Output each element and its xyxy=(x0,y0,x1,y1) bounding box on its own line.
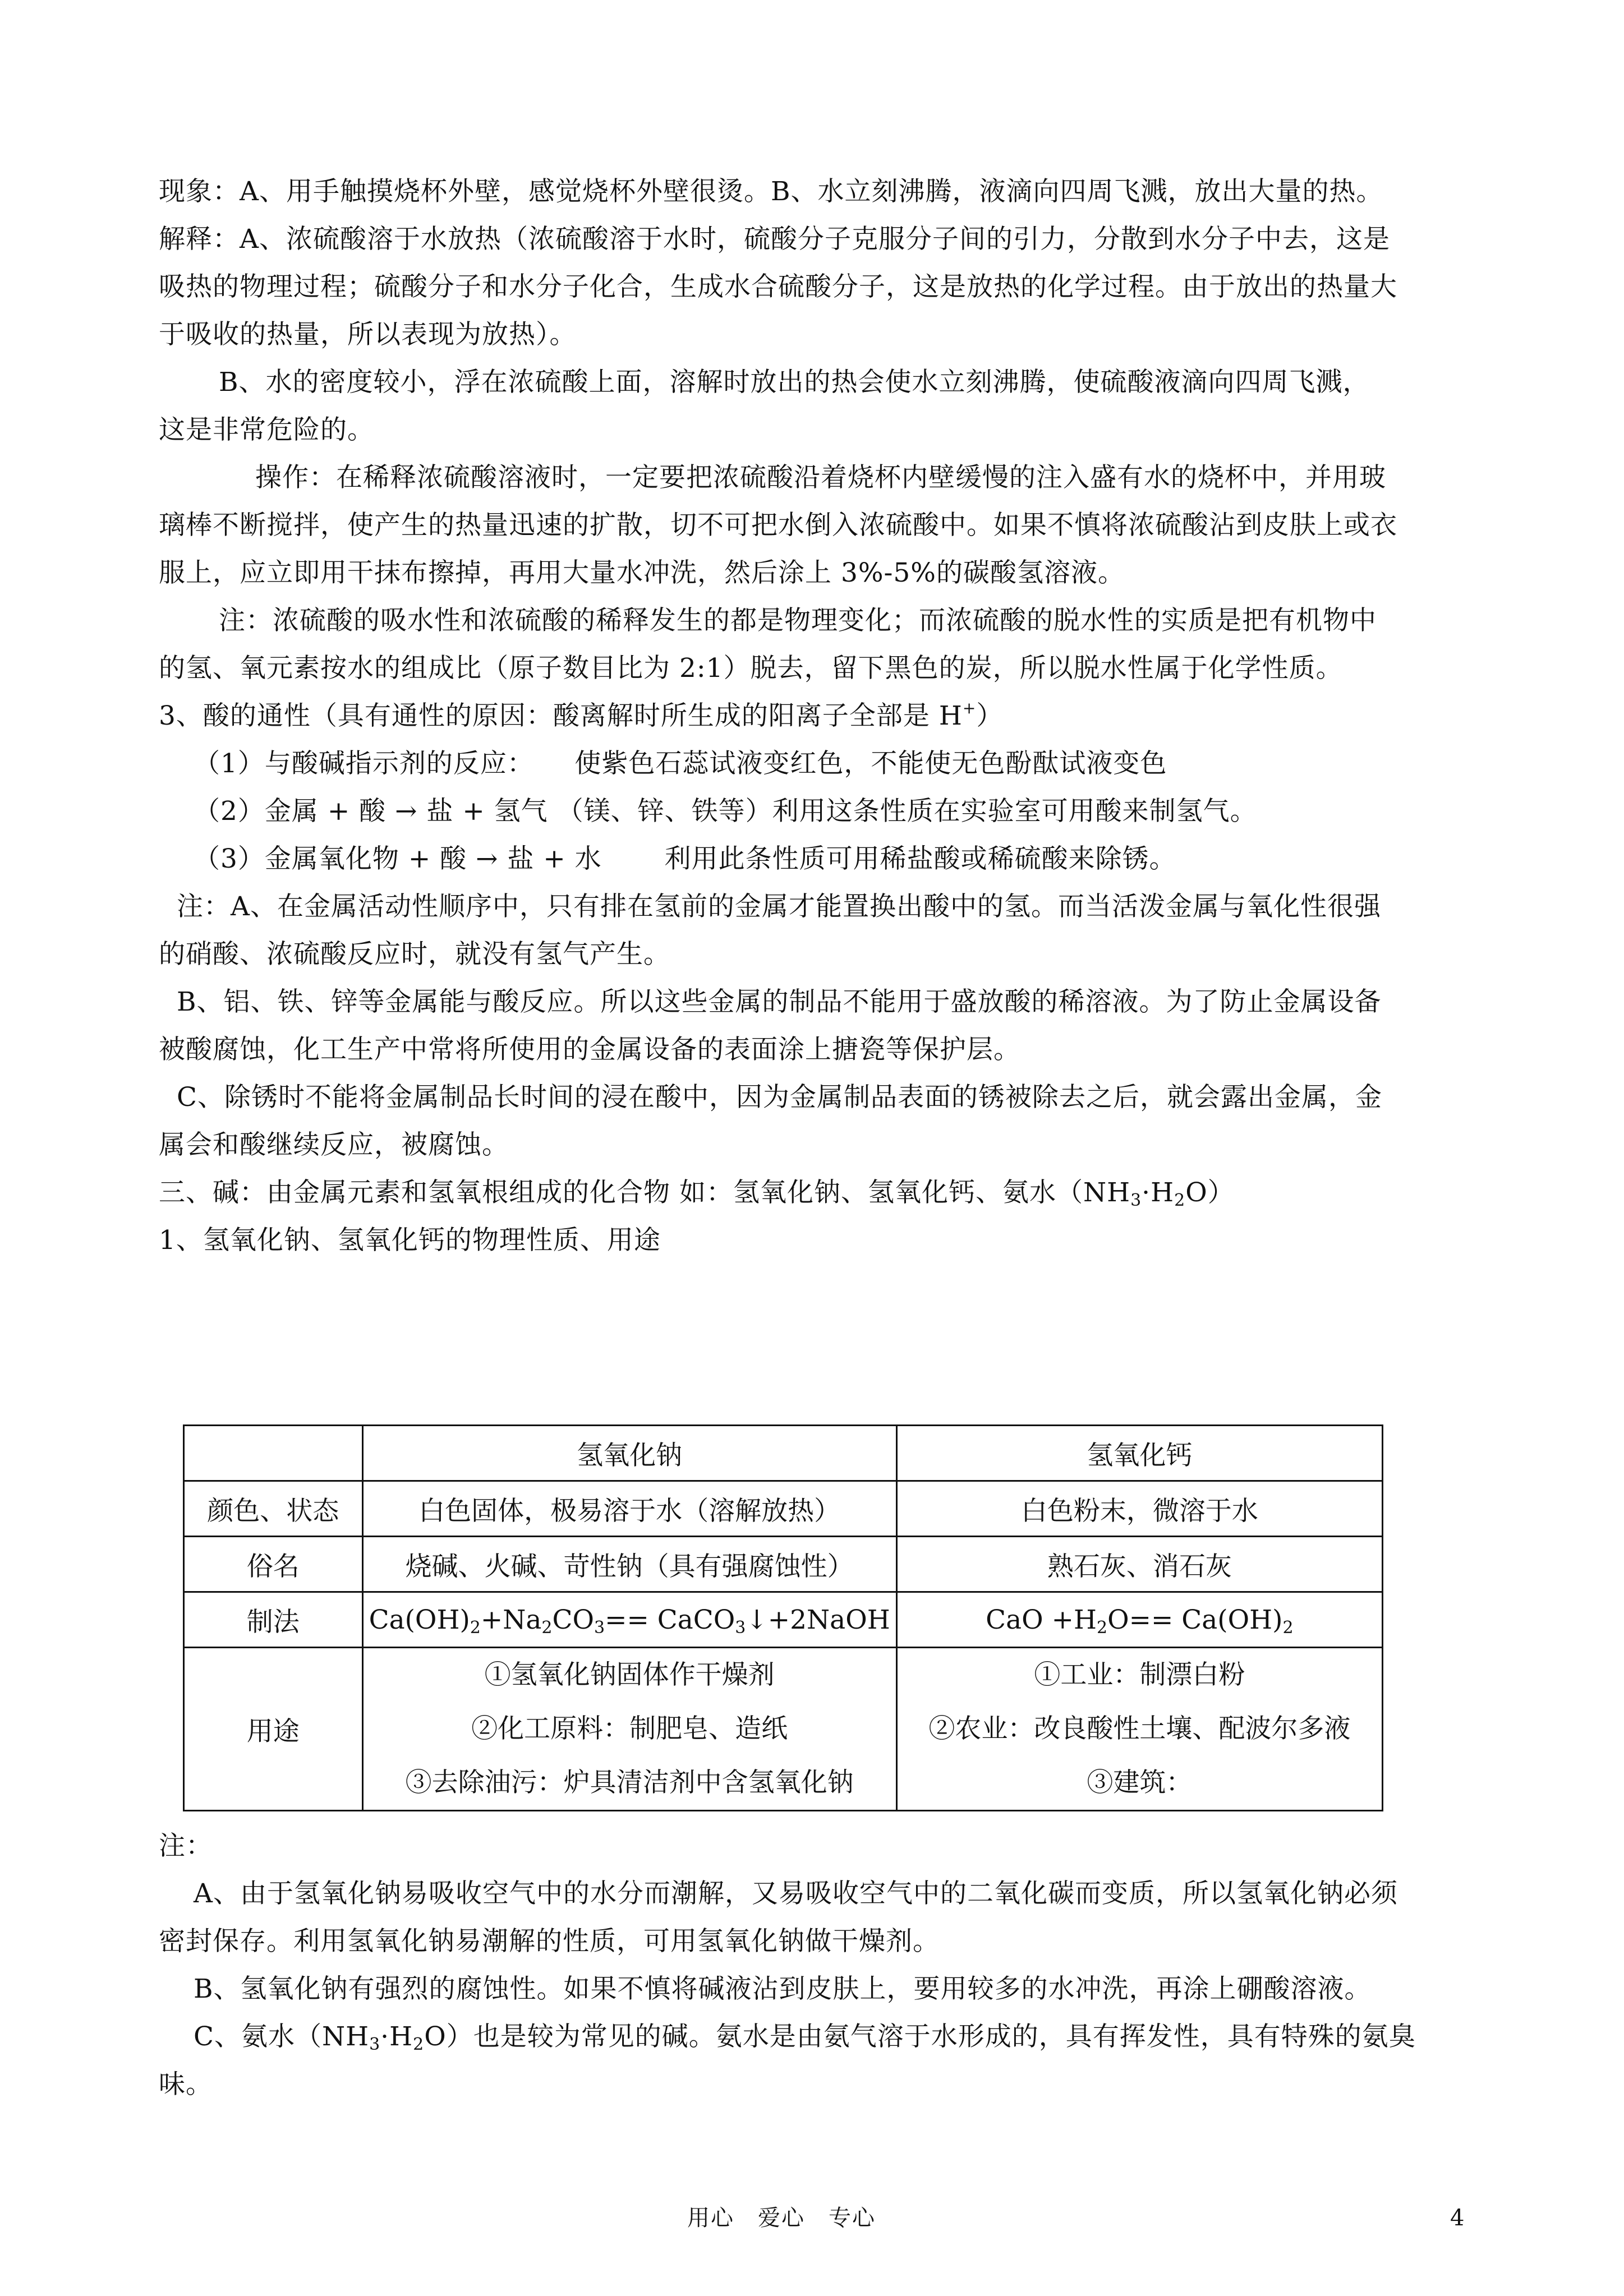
use-item: ③去除油污：炉具清洁剂中含氢氧化钠 xyxy=(405,1767,854,1798)
acid-properties-heading: 3、酸的通性（具有通性的原因：酸离解时所生成的阳离子全部是 H+） xyxy=(159,699,1004,731)
table-caption: 1、氢氧化钠、氢氧化钙的物理性质、用途 xyxy=(159,1225,661,1256)
use-item: ②农业：改良酸性土壤、配波尔多液 xyxy=(928,1713,1351,1744)
text-line: 这是非常危险的。 xyxy=(159,414,374,445)
text-line: B、水的密度较小，浮在浓硫酸上面，溶解时放出的热会使水立刻沸腾，使硫酸液滴向四周飞溅， xyxy=(219,367,1370,398)
table-cell: 俗名 xyxy=(184,1537,363,1592)
table-cell: 氢氧化钙 xyxy=(896,1426,1382,1481)
table-cell: 白色固体，极易溶于水（溶解放热） xyxy=(362,1481,896,1537)
naoh-uses-cell xyxy=(362,1648,896,1811)
use-item: ①工业：制漂白粉 xyxy=(1034,1659,1245,1690)
text-line: C、除锈时不能将金属制品长时间的浸在酸中，因为金属制品表面的锈被除去之后，就会露出金属，金 xyxy=(177,1082,1382,1113)
caoh-method-cell: CaO $+H_2O== Ca(OH)_2$ xyxy=(896,1592,1382,1648)
table-row xyxy=(184,1648,1383,1811)
naoh-method-cell: $Ca(OH)_2+Na_2CO_3==$ CaCO$_3$↓+2NaOH xyxy=(362,1592,896,1648)
text-line: 吸热的物理过程；硫酸分子和水分子化合，生成水合硫酸分子，这是放热的化学过程。由于放出的热量大 xyxy=(159,271,1397,302)
text-line: 被酸腐蚀，化工生产中常将所使用的金属设备的表面涂上搪瓷等保护层。 xyxy=(159,1034,1020,1065)
table-cell: 熟石灰、消石灰 xyxy=(896,1537,1382,1592)
use-item: ①氢氧化钠固体作干燥剂 xyxy=(484,1659,775,1690)
table-cell: 烧碱、火碱、苛性钠（具有强腐蚀性） xyxy=(362,1537,896,1592)
text-line: C、氨水$(NH_3\cdot H_2O)$也是较为常见的碱。氨水是由氨气溶于水形成的，具有挥发性，具有特殊的氨臭 xyxy=(194,2021,1416,2054)
text-line: 于吸收的热量，所以表现为放热）。 xyxy=(159,319,577,350)
table-row xyxy=(184,1481,1383,1537)
hydroxide-table xyxy=(183,1424,1383,1811)
text-line: 璃棒不断搅拌，使产生的热量迅速的扩散，切不可把水倒入浓硫酸中。如果不慎将浓硫酸沾到皮肤上或衣 xyxy=(159,510,1397,541)
table-cell: 白色粉末，微溶于水 xyxy=(896,1481,1382,1537)
text-line: （3）金属氧化物 + 酸 → 盐 + 水 利用此条性质可用稀盐酸或稀硫酸来除锈。 xyxy=(194,843,1176,874)
caoh-uses-cell xyxy=(896,1648,1382,1811)
text-line: （2）金属 + 酸 → 盐 + 氢气 （镁、锌、铁等）利用这条性质在实验室可用酸来制氢气。 xyxy=(194,796,1257,827)
note-heading: 注： xyxy=(159,1831,213,1861)
text-line: A、由于氢氧化钠易吸收空气中的水分而潮解，又易吸收空气中的二氧化碳而变质，所以氢氧化钠必须 xyxy=(194,1878,1398,1909)
text-line: 注：浓硫酸的吸水性和浓硫酸的稀释发生的都是物理变化；而浓硫酸的脱水性的实质是把有机物中 xyxy=(219,605,1377,636)
use-item: ③建筑： xyxy=(1087,1767,1193,1798)
text-line: 解释：A、浓硫酸溶于水放热（浓硫酸溶于水时，硫酸分子克服分子间的引力，分散到水分子中去，这是 xyxy=(159,224,1390,255)
table-row xyxy=(184,1537,1383,1592)
text-line: 操作：在稀释浓硫酸溶液时，一定要把浓硫酸沿着烧杯内壁缓慢的注入盛有水的烧杯中，并用玻 xyxy=(255,462,1386,493)
text-line: 密封保存。利用氢氧化钠易潮解的性质，可用氢氧化钠做干燥剂。 xyxy=(159,1926,940,1957)
text-line: （1）与酸碱指示剂的反应： 使紫色石蕊试液变红色，不能使无色酚酞试液变色 xyxy=(194,748,1167,779)
text-line: 味。 xyxy=(159,2069,213,2100)
base-section-heading: 三、碱：由金属元素和氢氧根组成的化合物 如：氢氧化钠、氢氧化钙、氨水$(NH_3\cdot H_2O)$ xyxy=(159,1177,1235,1210)
text-line: 注：A、在金属活动性顺序中，只有排在氢前的金属才能置换出酸中的氢。而当活泼金属与氧化性很强 xyxy=(177,891,1381,922)
table-cell: 用途 xyxy=(184,1648,363,1811)
footer-motto: 用心 爱心 专心 xyxy=(687,2205,876,2231)
text-line: 服上，应立即用干抹布擦掉，再用大量水冲洗，然后涂上 3%-5%的碳酸氢溶液。 xyxy=(159,557,1125,588)
table-cell xyxy=(184,1426,363,1481)
text-line: 的硝酸、浓硫酸反应时，就没有氢气产生。 xyxy=(159,939,670,970)
text-line: B、铝、铁、锌等金属能与酸反应。所以这些金属的制品不能用于盛放酸的稀溶液。为了防止金属设备 xyxy=(177,986,1382,1017)
text-line: B、氢氧化钠有强烈的腐蚀性。如果不慎将碱液沾到皮肤上，要用较多的水冲洗，再涂上硼酸溶液。 xyxy=(194,1974,1372,2004)
table-cell: 颜色、状态 xyxy=(184,1481,363,1537)
use-item: ②化工原料：制肥皂、造纸 xyxy=(471,1713,788,1744)
table-cell: 制法 xyxy=(184,1592,363,1648)
text-line: 的氢、氧元素按水的组成比（原子数目比为 2:1）脱去，留下黑色的炭，所以脱水性属于化学性质。 xyxy=(159,653,1343,684)
table-row xyxy=(184,1592,1383,1648)
text-line: 属会和酸继续反应，被腐蚀。 xyxy=(159,1129,509,1160)
page-number: 4 xyxy=(1450,2205,1465,2231)
table-header-row xyxy=(184,1426,1383,1481)
text-line: 现象：A、用手触摸烧杯外壁，感觉烧杯外壁很烫。B、水立刻沸腾，液滴向四周飞溅，放出大量的热。 xyxy=(159,176,1383,207)
table-cell: 氢氧化钠 xyxy=(362,1426,896,1481)
